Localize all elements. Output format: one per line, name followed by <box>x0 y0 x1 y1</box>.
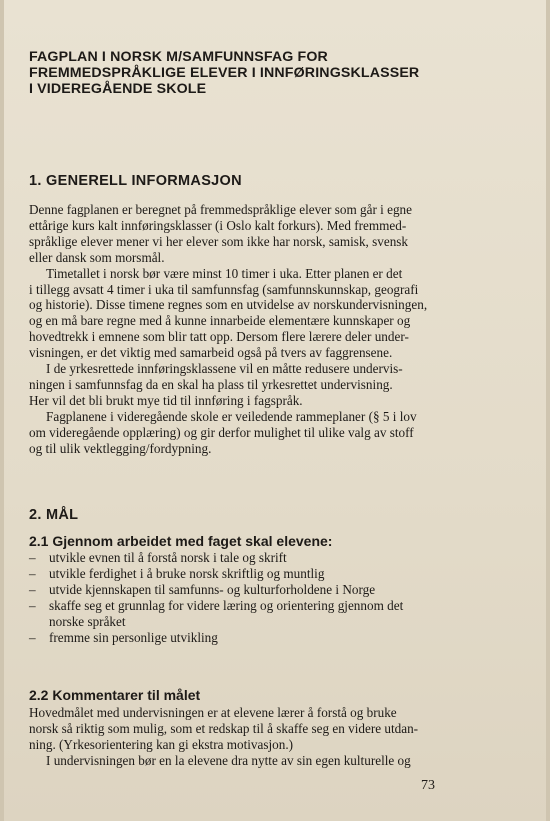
body-line: I undervisningen bør en la elevene dra nytte av sin egen kulturelle og <box>46 752 411 768</box>
page-number: 73 <box>421 778 435 793</box>
title-line: FREMMEDSPRÅKLIGE ELEVER I INNFØRINGSKLASSER <box>29 65 420 81</box>
section-1-heading: 1. GENERELL INFORMASJON <box>29 173 242 189</box>
subsection-2-2-heading: 2.2 Kommentarer til målet <box>29 687 201 703</box>
body-line: I de yrkesrettede innføringsklassene vil en måtte redusere undervis- <box>46 361 403 377</box>
dash-marker: – <box>29 629 36 645</box>
body-line: Timetallet i norsk bør være minst 10 timer i uka. Etter planen er det <box>46 265 403 281</box>
body-line: Her vil det bli brukt mye tid til innføring i fagspråk. <box>29 392 303 408</box>
list-item <box>29 566 403 582</box>
list-item-text: fremme sin personlige utvikling <box>49 629 218 645</box>
body-line: om videregående opplæring) og gir derfor mulighet til ulike valg av stoff <box>29 424 414 440</box>
body-line: visningen, er det viktig med samarbeid også på tvers av faggrensene. <box>29 345 393 361</box>
list-item <box>29 598 403 630</box>
list-item-text: utvide kjennskapen til samfunns- og kulturforholdene i Norge <box>49 581 376 597</box>
subsection-2-2-body <box>29 705 418 769</box>
list-item <box>29 630 403 646</box>
dash-marker: – <box>29 597 36 613</box>
list-item-text: norske språket <box>49 613 126 629</box>
dash-marker: – <box>29 581 36 597</box>
body-line: eller dansk som morsmål. <box>29 249 165 265</box>
goals-list <box>29 550 403 645</box>
body-line: ettårige kurs kalt innføringsklasser (i Oslo kalt forkurs). Med fremmed- <box>29 217 407 233</box>
list-item-text: skaffe seg et grunnlag for videre læring og orientering gjennom det <box>49 597 404 613</box>
dash-marker: – <box>29 565 36 581</box>
body-line: språklige elever mener vi her elever som ikke har norsk, samisk, svensk <box>29 233 409 249</box>
subsection-2-1-heading: 2.1 Gjennom arbeidet med faget skal elevene: <box>29 533 333 549</box>
body-line: og en må bare regne med å kunne innarbeide elementære kunnskaper og <box>29 313 411 329</box>
page-edge-right <box>546 0 550 821</box>
body-line: ningen i samfunnsfag da en skal ha plass til yrkesrettet undervisning. <box>29 376 393 392</box>
page-edge-left <box>0 0 4 821</box>
list-item-text: utvikle evnen til å forstå norsk i tale og skrift <box>49 550 287 565</box>
document-title <box>29 49 499 97</box>
body-line: i tillegg avsatt 4 timer i uka til samfunnsfag (samfunnskunnskap, geografi <box>29 281 419 297</box>
title-line: FAGPLAN I NORSK M/SAMFUNNSFAG FOR <box>29 49 328 65</box>
body-line: hovedtrekk i emnene som blir tatt opp. Dersom flere lærere deler under- <box>29 329 409 345</box>
section-2-heading: 2. MÅL <box>29 507 79 523</box>
body-line: og historie). Disse timene regnes som en utvidelse av norskundervisningen, <box>29 297 428 313</box>
list-item-text: utvikle ferdighet i å bruke norsk skriftlig og muntlig <box>49 565 325 581</box>
body-line: norsk så riktig som mulig, som et redskap til å skaffe seg en videre utdan- <box>29 720 419 736</box>
body-line: Denne fagplanen er beregnet på fremmedspråklige elever som går i egne <box>29 202 412 217</box>
body-line: ning. (Yrkesorientering kan gi ekstra motivasjon.) <box>29 736 294 752</box>
body-line: Fagplanene i videregående skole er veiledende rammeplaner (§ 5 i lov <box>46 408 417 424</box>
section-1-body <box>29 202 427 457</box>
list-item <box>29 582 403 598</box>
body-line: og til ulik vektlegging/fordypning. <box>29 440 212 456</box>
body-line: Hovedmålet med undervisningen er at elevene lærer å forstå og bruke <box>29 705 397 720</box>
title-line: I VIDEREGÅENDE SKOLE <box>29 81 207 97</box>
dash-marker: – <box>29 550 36 565</box>
list-item <box>29 550 403 566</box>
